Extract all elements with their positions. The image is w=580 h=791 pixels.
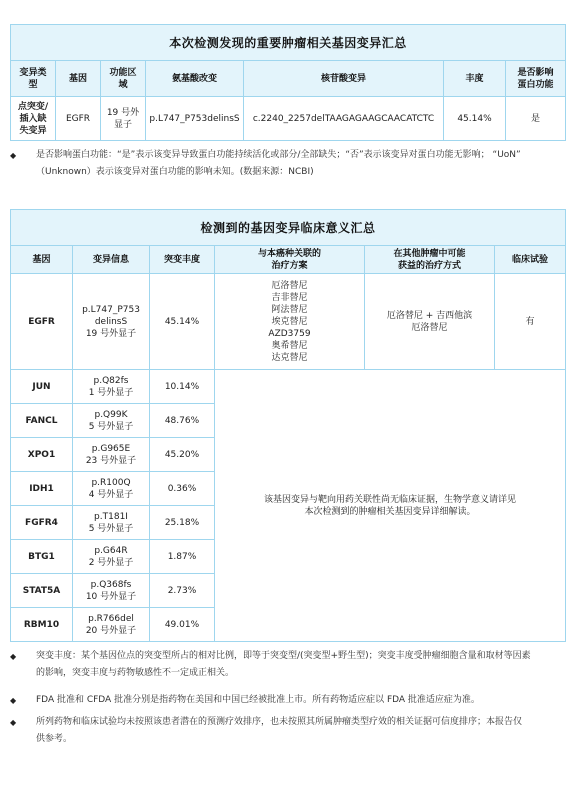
gene-cell: FANCL [11,404,73,438]
clinical-trial-cell: 有 [495,274,566,370]
table1-header-gene: 基因 [56,61,101,97]
table2-title: 检测到的基因变异临床意义汇总 [11,210,566,246]
table1-header-impact: 是否影响 蛋白功能 [506,61,566,97]
table2-header-trial: 临床试验 [495,246,566,274]
gene-cell: XPO1 [11,438,73,472]
same-cancer-drugs-cell: 厄洛替尼 吉非替尼 阿法替尼 埃克替尼 AZD3759 奥希替尼 达克替尼 [215,274,365,370]
gene-cell: EGFR [56,97,101,141]
bullet-icon: ◆ [10,151,17,160]
bullet-icon: ◆ [10,652,17,661]
frequency-cell: 45.14% [150,274,215,370]
fda-approval-note: ◆ FDA 批准和 CFDA 批准分别是指药物在美国和中国已经被批准上市。所有药物适应症以 FDA 批准适应症为准。 [10,692,566,709]
table1-header-nt: 核苷酸变异 [244,61,444,97]
key-variant-summary-table [10,24,566,141]
variant-info-cell: p.Q82fs 1 号外显子 [73,370,150,404]
frequency-cell: 1.87% [150,540,215,574]
aa-change-cell: p.L747_P753delinsS [146,97,244,141]
other-cancer-therapy-cell: 厄洛替尼 + 吉西他滨 厄洛替尼 [365,274,495,370]
protein-impact-note: ◆ 是否影响蛋白功能：“是”表示该变异导致蛋白功能持续活化或部分/全部缺失；“否”表示该变异对蛋白功能无影响； “UoN” （Unknown）表示该变异对蛋白功能的影响未知。(数据来源：NCBI) [10,147,566,181]
frequency-cell: 25.18% [150,506,215,540]
table1-title: 本次检测发现的重要肿瘤相关基因变异汇总 [11,25,566,61]
frequency-cell: 2.73% [150,574,215,608]
frequency-cell: 49.01% [150,608,215,642]
variant-info-cell: p.Q99K 5 号外显子 [73,404,150,438]
table1-header-region: 功能区 域 [101,61,146,97]
gene-cell: STAT5A [11,574,73,608]
table1-header-type: 变异类 型 [11,61,56,97]
frequency-cell: 0.36% [150,472,215,506]
table1-header-freq: 丰度 [444,61,506,97]
no-evidence-note-cell: 该基因变异与靶向用药关联性尚无临床证据，生物学意义请详见 本次检测到的肿瘤相关基因变异详细解读。 [215,370,566,642]
impact-cell: 是 [506,97,566,141]
table2-header-other-cancer: 在其他肿瘤中可能 获益的治疗方式 [365,246,495,274]
ranking-disclaimer-note: ◆ 所列药物和临床试验均未按照该患者潜在的预测疗效排序，也未按照其所属肿瘤类型疗效的相关证据可信度排序；本报告仅 供参考。 [10,714,566,748]
variant-info-cell: p.Q368fs 10 号外显子 [73,574,150,608]
gene-cell: EGFR [11,274,73,370]
frequency-cell: 45.14% [444,97,506,141]
gene-cell: RBM10 [11,608,73,642]
table-row [11,97,566,141]
variant-info-cell: p.T181I 5 号外显子 [73,506,150,540]
variant-info-cell: p.G965E 23 号外显子 [73,438,150,472]
gene-cell: BTG1 [11,540,73,574]
gene-cell: JUN [11,370,73,404]
table1-header-aa: 氨基酸改变 [146,61,244,97]
clinical-significance-table [10,209,566,642]
frequency-cell: 48.76% [150,404,215,438]
gene-cell: FGFR4 [11,506,73,540]
variant-type-cell: 点突变/ 插入缺 失变异 [11,97,56,141]
bullet-icon: ◆ [10,718,17,727]
table-row [11,274,566,370]
frequency-cell: 10.14% [150,370,215,404]
bullet-icon: ◆ [10,696,17,705]
frequency-cell: 45.20% [150,438,215,472]
mutation-frequency-note: ◆ 突变丰度：某个基因位点的突变型所占的相对比例，即等于突变型/(突变型+野生型)；突变丰度受肿瘤细胞含量和取材等因素 的影响，突变丰度与药物敏感性不一定成正相关。 [10,648,566,682]
variant-info-cell: p.R100Q 4 号外显子 [73,472,150,506]
gene-cell: IDH1 [11,472,73,506]
table-row [11,370,566,404]
region-cell: 19 号外 显子 [101,97,146,141]
nt-change-cell: c.2240_2257delTAAGAGAAGCAACATCTC [244,97,444,141]
table2-header-freq: 突变丰度 [150,246,215,274]
variant-info-cell: p.G64R 2 号外显子 [73,540,150,574]
table2-header-same-cancer: 与本癌种关联的 治疗方案 [215,246,365,274]
table2-header-gene: 基因 [11,246,73,274]
variant-info-cell: p.R766del 20 号外显子 [73,608,150,642]
table2-header-info: 变异信息 [73,246,150,274]
variant-info-cell: p.L747_P753 delinsS 19 号外显子 [73,274,150,370]
